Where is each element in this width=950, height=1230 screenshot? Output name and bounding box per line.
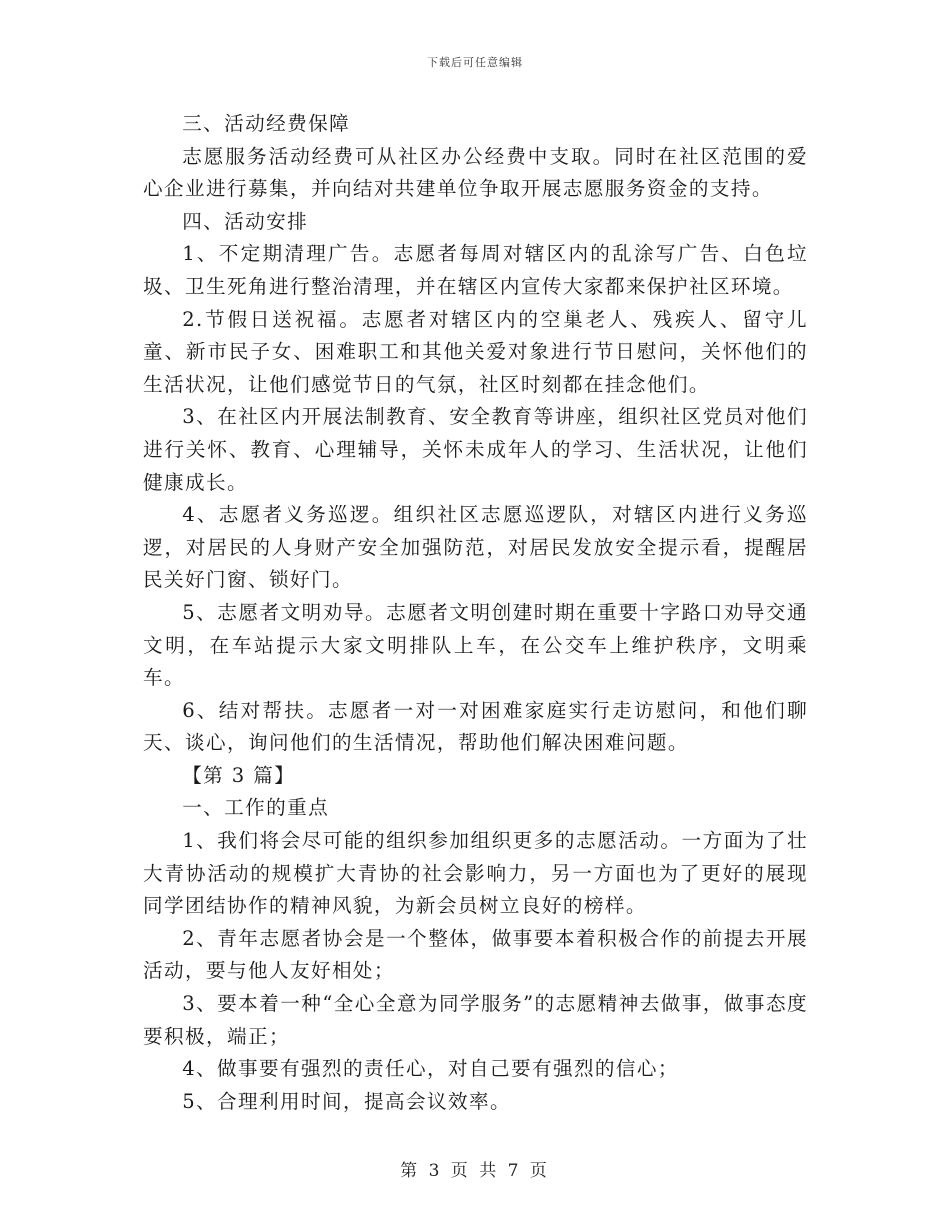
document-body	[143, 108, 808, 1118]
paragraph-item-6: 6、结对帮扶。志愿者一对一对困难家庭实行走访慰问，和他们聊天、谈心，询问他们的生活情况，帮助他们解决困难问题。	[143, 698, 808, 755]
section-heading-focus: 一、工作的重点	[182, 796, 330, 820]
paragraph-focus-1: 1、我们将会尽可能的组织参加组织更多的志愿活动。一方面为了壮大青协活动的规模扩大青协的社会影响力，另一方面也为了更好的展现同学团结协作的精神风貌，为新会员树立良好的榜样。	[143, 829, 808, 918]
paragraph-item-3: 3、在社区内开展法制教育、安全教育等讲座，组织社区党员对他们进行关怀、教育、心理辅导，关怀未成年人的学习、生活状况，让他们健康成长。	[143, 405, 808, 494]
paragraph-focus-4: 4、做事要有强烈的责任心，对自己要有强烈的信心；	[182, 1057, 679, 1081]
paragraph-item-4: 4、志愿者义务巡逻。组织社区志愿巡逻队，对辖区内进行义务巡逻，对居民的人身财产安全加强防范，对居民发放安全提示看，提醒居民关好门窗、锁好门。	[143, 503, 808, 592]
header-note: 下载后可任意编辑	[427, 56, 523, 69]
paragraph-focus-2: 2、青年志愿者协会是一个整体，做事要本着积极合作的前提去开展活动，要与他人友好相处；	[143, 926, 808, 983]
paragraph-item-2: 2.节假日送祝福。志愿者对辖区内的空巢老人、残疾人、留守儿童、新市民子女、困难职工和其他关爱对象进行节日慰问，关怀他们的生活状况，让他们感觉节日的气氛，社区时刻都在挂念他们。	[143, 307, 808, 396]
section-heading-funding: 三、活动经费保障	[182, 112, 351, 135]
paragraph-item-1: 1、不定期清理广告。志愿者每周对辖区内的乱涂写广告、白色垃圾、卫生死角进行整治清理，并在辖区内宣传大家都来保护社区环境。	[143, 242, 808, 298]
paragraph-item-5: 5、志愿者文明劝导。志愿者文明创建时期在重要十字路口劝导交通文明，在车站提示大家文明排队上车，在公交车上维护秩序，文明乘车。	[143, 600, 808, 690]
chapter-heading: 【第 3 篇】	[182, 763, 296, 787]
paragraph-funding: 志愿服务活动经费可从社区办公经费中支取。同时在社区范围的爱心企业进行募集，并向结对共建单位争取开展志愿服务资金的支持。	[143, 144, 808, 201]
page-number: 第 3 页 共 7 页	[400, 1161, 550, 1181]
section-heading-activities: 四、活动安排	[182, 209, 309, 233]
paragraph-focus-5: 5、合理利用时间，提高会议效率。	[182, 1089, 511, 1113]
paragraph-focus-3: 3、要本着一种“全心全意为同学服务”的志愿精神去做事，做事态度要积极，端正；	[143, 992, 808, 1048]
